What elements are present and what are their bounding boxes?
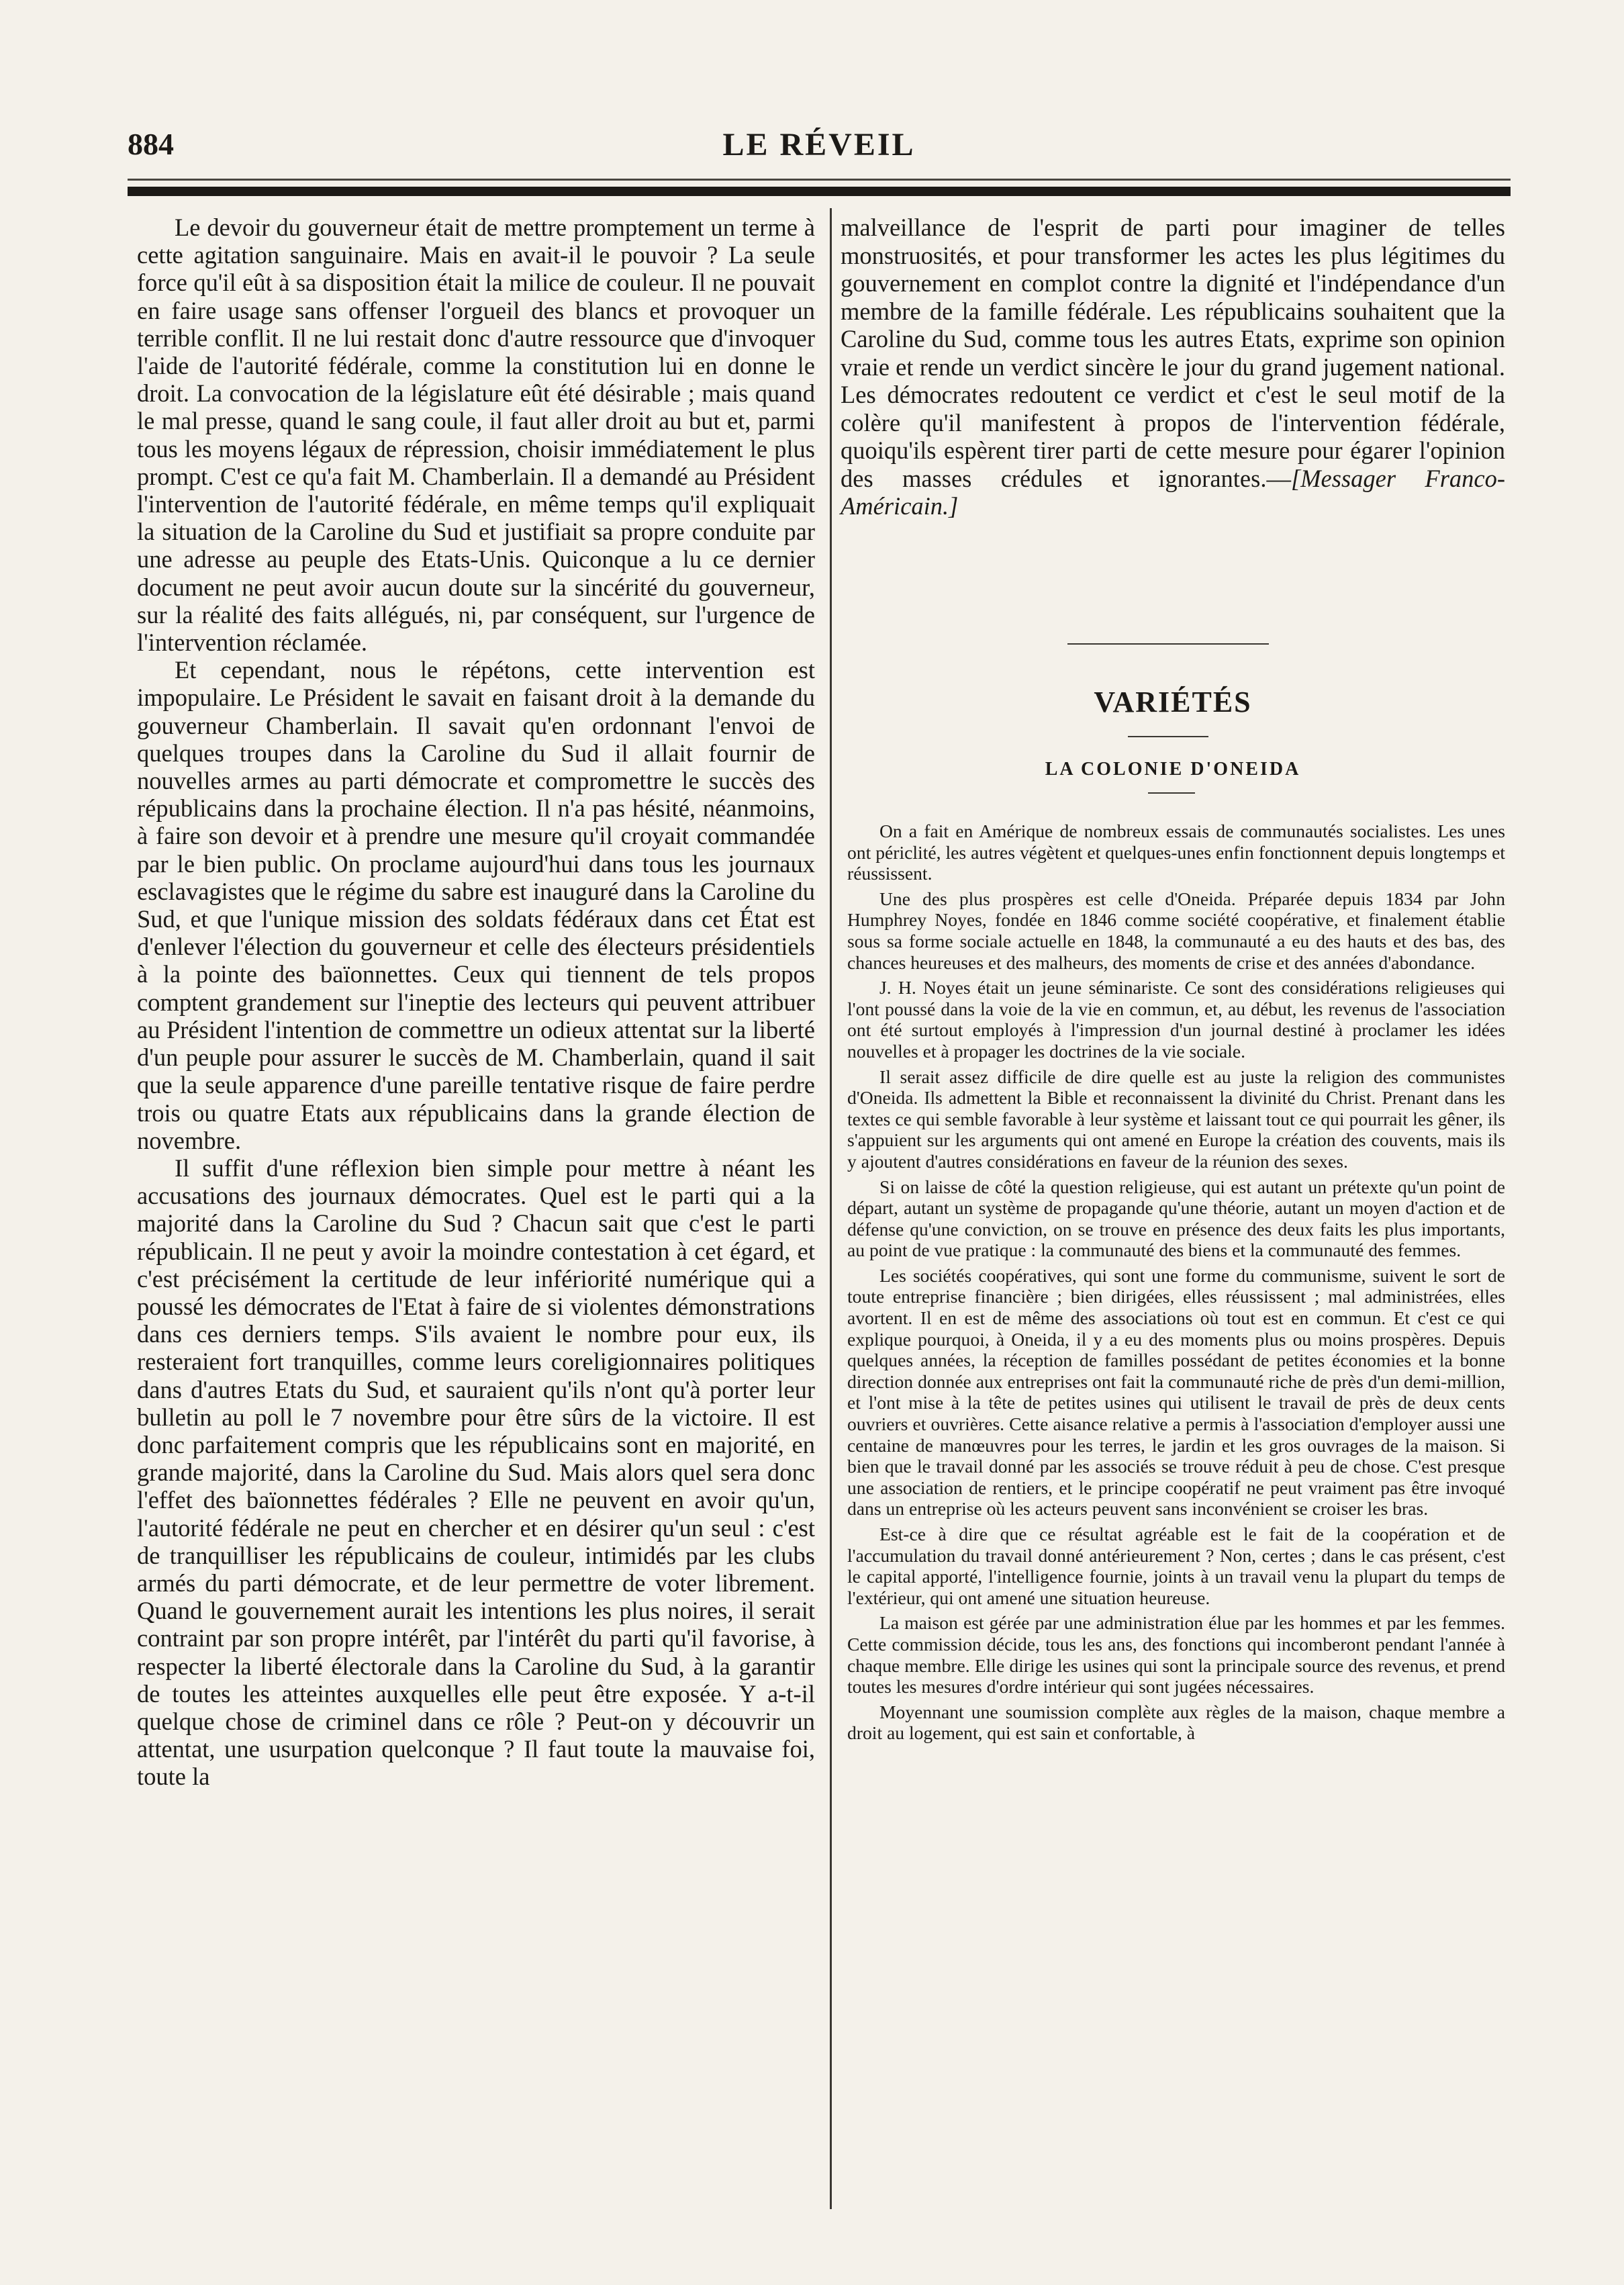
right-column-continuation <box>841 214 1505 520</box>
article-paragraph: Une des plus prospères est celle d'Oneida. Préparée depuis 1834 par John Humphrey Noyes, fondée en 1846 comme société coopérative, et finalement établie sous sa forme sociale actuelle en 1848, la communauté a eu des hauts et des bas, des chances heureuses et des malheurs, des moments de crise et des années d'abondance. <box>847 888 1505 973</box>
article-title: LA COLONIE D'ONEIDA <box>1045 759 1301 780</box>
article-paragraph: Il serait assez difficile de dire quelle est au juste la religion des communistes d'Oneida. Ils admettent la Bible et reconnaissent la divinité du Christ. Prenant dans les textes ce qui semble favorable à leur système et laissant tout ce qui pourrait les gêner, ils s'appuient sur les arguments qui ont amené en Europe la création des couvents, mais ils y ajoutent d'autres considérations en faveur de la réunion des sexes. <box>847 1066 1505 1172</box>
article-paragraph: Est-ce à dire que ce résultat agréable est le fait de la coopération et de l'accumulation du travail donné antérieurement ? Non, certes ; dans le cas présent, c'est le capital apporté, l'intelligence fournie, joints à un travail venu la plupart du temps de l'extérieur, qui ont amené une situation heureuse. <box>847 1524 1505 1608</box>
article-paragraph: Si on laisse de côté la question religieuse, qui est autant un prétexte qu'un point de départ, autant un système de propagande qu'une théorie, autant un moyen d'action et de défense qu'une conviction, on se trouve en présence des deux faits les plus importants, au point de vue pratique : la communauté des biens et la communauté des femmes. <box>847 1176 1505 1261</box>
left-paragraph: Et cependant, nous le répétons, cette intervention est impopulaire. Le Président le savait en faisant droit à la demande du gouverneur Chamberlain. Il savait qu'en ordonnant l'envoi de quelques troupes dans la Caroline du Sud il allait fournir de nouvelles armes au parti démocrate et compromettre le succès des républicains dans la prochaine élection. Il n'a pas hésité, néanmoins, à faire son devoir et à prendre une mesure qu'il croyait commandée par le bien public. On proclame aujourd'hui dans tous les journaux esclavagistes que le régime du sabre est inauguré dans la Caroline du Sud, et que l'unique mission des soldats fédéraux dans cet État est d'enlever l'élection du gouverneur et celle des électeurs présidentiels à la pointe des baïonnettes. Ceux qui tiennent de tels propos comptent grandement sur l'ineptie des lecteurs qui peuvent attribuer au Président l'intention de commettre un odieux attentat sur la liberté d'un peuple pour assurer le succès de M. Chamberlain, quand il sait que la seule apparence d'une pareille tentative risque de faire perdre trois ou quatre Etats aux républicains dans la grande élection de novembre. <box>137 656 815 1154</box>
section-separator-bottom <box>1128 736 1208 737</box>
article-title-underline <box>1148 792 1195 794</box>
source-attribution: [Messager Franco-Américain.] <box>841 464 1506 520</box>
header-rule-thin <box>128 179 1511 181</box>
left-paragraph: Le devoir du gouverneur était de mettre promptement un terme à cette agitation sanguinaire. Mais en avait-il le pouvoir ? La seule force qu'il eût à sa disposition était la milice de couleur. Il ne pouvait en faire usage sans offenser l'orgueil des blancs et provoquer un terrible conflit. Il ne lui restait donc d'autre ressource que d'invoquer l'aide de l'autorité fédérale, comme la constitution lui en donne le droit. La convocation de la législature eût été désirable ; mais quand le mal presse, quand le sang coule, il faut aller droit au but et, parmi tous les moyens légaux de répression, choisir immédiatement le plus prompt. C'est ce qu'a fait M. Chamberlain. Il a demandé au Président l'intervention de l'autorité fédérale, en même temps qu'il expliquait la situation de la Caroline du Sud et justifiait sa propre conduite par une adresse au peuple des Etats-Unis. Quiconque a lu ce dernier document ne peut avoir aucun doute sur la sincérité du gouverneur, sur la réalité des faits allégués, ni, par conséquent, sur l'urgence de l'intervention réclamée. <box>137 214 815 657</box>
article-paragraph: On a fait en Amérique de nombreux essais de communautés socialistes. Les unes ont périclité, les autres végètent et quelques-unes enfin fonctionnent depuis longtemps et réussissent. <box>847 821 1505 884</box>
page-number: 884 <box>128 127 174 161</box>
article-paragraph: Moyennant une soumission complète aux règles de la maison, chaque membre a droit au logement, qui est sain et confortable, à <box>847 1701 1505 1744</box>
article-paragraph: Les sociétés coopératives, qui sont une forme du communisme, suivent le sort de toute entreprise financière ; bien dirigées, elles réussissent ; mal administrées, elles avortent. Il en est de même des associations où tout est en commun. Et c'est ce qui explique pourquoi, à Oneida, il y a eu des moments plus ou moins prospères. Depuis quelques années, la réception de familles possédant de petites économies et la bonne direction donnée aux entreprises ont fait la communauté riche de près d'un demi-million, et l'ont mise à la tête de petites usines qui utilisent le travail de près de deux cents ouvriers et ouvrières. Cette aisance relative a permis à l'association d'employer aussi une centaine de manœuvres pour les terres, le jardin et les gros ouvrages de la maison. Si bien que le travail donné par les associés se trouve réduit à peu de chose. C'est presque une association de rentiers, et le principe coopératif ne peut vraiment pas être invoqué dans un entreprise où les acteurs peuvent sans inconvénient se croiser les bras. <box>847 1264 1505 1520</box>
column-divider <box>830 208 832 2209</box>
page-header <box>128 126 1511 173</box>
article-body <box>847 821 1505 1748</box>
article-paragraph: La maison est gérée par une administration élue par les hommes et par les femmes. Cette commission décide, tous les ans, des fonctions qui incomberont pendant l'année à chaque membre. Elle dirige les usines qui sont la principale source des revenus, et prend toutes les mesures d'ordre intérieur qui sont jugées nécessaires. <box>847 1612 1505 1697</box>
section-separator-top <box>1067 643 1269 645</box>
left-column <box>137 214 815 1791</box>
article-paragraph: J. H. Noyes était un jeune séminariste. Ce sont des considérations religieuses qui l'ont poussé dans la voie de la vie en commun, et, au début, les revenus de l'association ont été surtout employés à l'impression d'un journal destiné à proclamer les idées nouvelles et à propager les doctrines de la vie sociale. <box>847 977 1505 1062</box>
left-paragraph: Il suffit d'une réflexion bien simple pour mettre à néant les accusations des journaux démocrates. Quel est le parti qui a la majorité dans la Caroline du Sud ? Chacun sait que c'est le parti républicain. Il ne peut y avoir la moindre contestation à cet égard, et c'est précisément la certitude de leur infériorité numérique qui a poussé les démocrates de l'Etat à faire de si violentes démonstrations dans ces derniers temps. S'ils avaient le nombre pour eux, ils resteraient fort tranquilles, comme leurs coreligionnaires politiques dans d'autres Etats du Sud, et sauraient qu'ils n'ont qu'à porter leur bulletin au poll le 7 novembre pour être sûrs de la victoire. Il est donc parfaitement compris que les républicains sont en majorité, en grande majorité, dans la Caroline du Sud. Mais alors quel sera donc l'effet des baïonnettes fédérales ? Elle ne peuvent en avoir qu'un, l'autorité fédérale ne peut en chercher et en désirer qu'un seul : c'est de tranquilliser les républicains de couleur, intimidés par les clubs armés du parti démocrate, et de leur permettre de voter librement. Quand le gouvernement aurait les intentions les plus noires, il serait contraint par son propre intérêt, par l'intérêt du parti qu'il favorise, à respecter la liberté électorale dans la Caroline du Sud, à la garantir de toutes les atteintes auxquelles elle peut être exposée. Y a-t-il quelque chose de criminel dans ce rôle ? Peut-on y découvrir un attentat, une usurpation quelconque ? Il faut toute la mauvaise foi, toute la <box>137 1154 815 1791</box>
header-rule-thick <box>128 187 1511 196</box>
masthead-title: LE RÉVEIL <box>722 127 916 162</box>
section-title: VARIÉTÉS <box>1094 686 1252 718</box>
continuation-paragraph <box>841 214 1505 520</box>
continuation-text: malveillance de l'esprit de parti pour imaginer de telles monstruosités, et pour transformer les actes les plus légitimes du gouvernement en complot contre la dignité et l'indépendance d'un membre de la famille fédérale. Les républicains souhaitent que la Caroline du Sud, comme tous les autres Etats, exprime son opinion vraie et rende un verdict sincère le jour du grand jugement national. Les démocrates redoutent ce verdict et c'est le seul motif de la colère qu'il manifestent à propos de l'intervention fédérale, quoiqu'ils espèrent tirer parti de cette mesure pour égarer l'opinion des masses crédules et ignorantes.— <box>841 214 1505 492</box>
